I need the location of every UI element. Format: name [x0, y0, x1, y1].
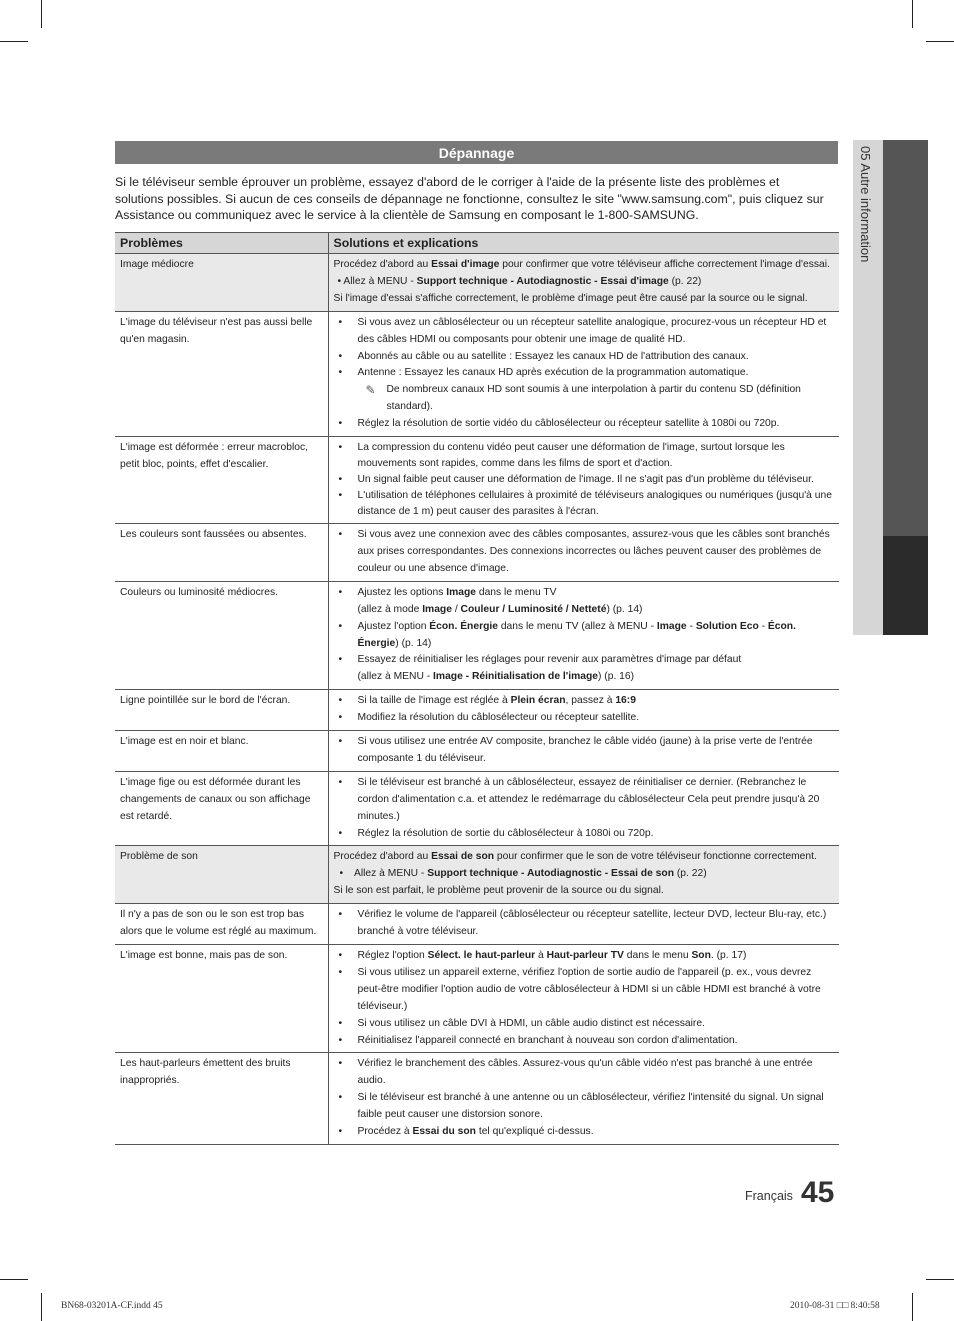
- problem-cell: L'image est en noir et blanc.: [115, 731, 328, 772]
- problem-cell: Couleurs ou luminosité médiocres.: [115, 581, 328, 689]
- list-item: • Si vous avez une connexion avec des câbles composantes, assurez-vous que les câbles sont branchés aux prises correspondantes. Des connexions incorrectes ou lâches peuvent causer des problèmes de couleur ou une absence d'image.: [334, 527, 836, 578]
- solution-text: Si le son est parfait, le problème peut provenir de la source ou du signal.: [333, 885, 664, 897]
- list-item: • Si vous utilisez une entrée AV composite, branchez le câble vidéo (jaune) à la prise verte de l'entrée composante 1 du téléviseur.: [334, 734, 836, 768]
- table-row: [115, 690, 839, 731]
- solution-cell: [328, 731, 839, 772]
- solution-cell: [328, 311, 839, 436]
- table-row: [115, 254, 839, 312]
- list-item: • Si la taille de l'image est réglée à Plein écran, passez à 16:9: [334, 693, 836, 710]
- solution-cell: [328, 437, 839, 524]
- table-header-row: [115, 233, 839, 254]
- problem-cell: Les couleurs sont faussées ou absentes.: [115, 524, 328, 582]
- list-item: • L'utilisation de téléphones cellulaires à proximité de téléviseurs analogiques ou numériques (jusqu'à une distance de 1 m) peut causer des parasites à l'écran.: [334, 488, 836, 520]
- problem-cell: L'image fige ou est déformée durant les changements de canaux ou son affichage est retardé.: [115, 771, 328, 846]
- crop-mark: [0, 1279, 28, 1280]
- crop-mark: [41, 0, 42, 28]
- note-text: De nombreux canaux HD sont soumis à une interpolation à partir du contenu SD (définition standard).: [386, 384, 801, 413]
- list-item: • Modifiez la résolution du câblosélecteur ou récepteur satellite.: [334, 710, 836, 727]
- table-row: [115, 524, 839, 582]
- list-item: • Si le téléviseur est branché à une antenne ou un câblosélecteur, vérifiez l'intensité du signal. Un signal faible peut causer une distorsion sonore.: [334, 1090, 836, 1124]
- solution-bullet: • Allez à MENU - Support technique - Autodiagnostic - Essai de son (p. 22): [339, 868, 707, 880]
- list-item: • Réglez la résolution de sortie vidéo du câblosélecteur ou récepteur satellite à 1080i ou 720p.: [334, 416, 836, 433]
- solution-cell: [328, 581, 839, 689]
- list-item: • Un signal faible peut causer une déformation de l'image. Il ne s'agit pas d'un problème du téléviseur.: [334, 472, 836, 488]
- header-solutions: Solutions et explications: [328, 233, 839, 254]
- crop-mark: [926, 1279, 954, 1280]
- table-row: [115, 904, 839, 945]
- list-item: • Abonnés au câble ou au satellite : Essayez les canaux HD de l'attribution des canaux.: [334, 349, 836, 366]
- problem-cell: Image médiocre: [115, 254, 328, 312]
- list-item: • Si le téléviseur est branché à un câblosélecteur, essayez de réinitialiser ce dernier. (Rebranchez le cordon d'alimentation c.a. et attendez le redémarrage du câblosélecteur Cela peut prendre jusqu'à 20 minutes.): [334, 775, 836, 826]
- side-tab-dark-band: [883, 140, 928, 536]
- list-item: [334, 652, 836, 686]
- solution-cell: [328, 904, 839, 945]
- table-row: [115, 731, 839, 772]
- print-slug-file: BN68-03201A-CF.indd 45: [61, 1301, 163, 1311]
- bullet-text: Ajustez les options Image dans le menu TV: [357, 586, 557, 598]
- problem-cell: Il n'y a pas de son ou le son est trop bas alors que le volume est réglé au maximum.: [115, 904, 328, 945]
- table-row: [115, 437, 839, 524]
- crop-mark: [912, 0, 913, 28]
- solution-cell: [328, 690, 839, 731]
- chapter-label: 05 Autre information: [858, 146, 873, 263]
- problem-cell: L'image du téléviseur n'est pas aussi belle qu'en magasin.: [115, 311, 328, 436]
- bullet-text: Allez à MENU - Support technique - Autodiagnostic - Essai d'image (p. 22): [343, 275, 702, 287]
- bullet-text: Essayez de réinitialiser les réglages pour revenir aux paramètres d'image par défaut: [357, 654, 742, 666]
- solution-text: Procédez d'abord au Essai de son pour confirmer que le son de votre téléviseur fonctionne correctement.: [333, 851, 817, 863]
- problem-cell: Ligne pointillée sur le bord de l'écran.: [115, 690, 328, 731]
- list-item: • Réinitialisez l'appareil connecté en branchant à nouveau son cordon d'alimentation.: [334, 1033, 836, 1050]
- crop-mark: [926, 41, 954, 42]
- list-item: [334, 585, 836, 619]
- note: [334, 382, 836, 416]
- solution-cell: [328, 771, 839, 846]
- list-item: • Vérifiez le volume de l'appareil (câblosélecteur ou récepteur satellite, lecteur DVD, lecteur Blu-ray, etc.) branché à votre téléviseur.: [334, 907, 836, 941]
- bullet-text: Allez à MENU - Support technique - Autodiagnostic - Essai de son (p. 22): [353, 868, 707, 880]
- solution-cell: [328, 1053, 839, 1145]
- table-row: [115, 771, 839, 846]
- troubleshooting-table: [115, 232, 839, 1145]
- list-item: • Réglez l'option Sélect. le haut-parleur à Haut-parleur TV dans le menu Son. (p. 17): [334, 948, 836, 965]
- intro-paragraph: Si le téléviseur semble éprouver un problème, essayez d'abord de le corriger à l'aide de la présente liste des problèmes et solutions possibles. Si aucun de ces conseils de dépannage ne fonctionne, consultez le site "www.samsung.com", puis cliquez sur Assistance ou communiquez avec le service à la clientèle de Samsung en composant le 1-800-SAMSUNG.: [115, 175, 824, 222]
- list-item: • La compression du contenu vidéo peut causer une déformation de l'image, surtout lorsque les mouvements sont rapides, comme dans les films de sport et d'action.: [334, 440, 836, 472]
- solution-cell: [328, 846, 839, 904]
- list-item: • Réglez la résolution de sortie du câblosélecteur à 1080i ou 720p.: [334, 826, 836, 843]
- table-row: [115, 311, 839, 436]
- page-number: 45: [801, 1176, 835, 1209]
- section-title: Dépannage: [115, 141, 838, 164]
- list-item: • Si vous utilisez un câble DVI à HDMI, un câble audio distinct est nécessaire.: [334, 1016, 836, 1033]
- table-row: [115, 581, 839, 689]
- solution-cell: [328, 524, 839, 582]
- bullet-text: (allez à mode Image / Couleur / Luminosité / Netteté) (p. 14): [357, 603, 643, 615]
- table-row: [115, 945, 839, 1053]
- problem-cell: L'image est bonne, mais pas de son.: [115, 945, 328, 1053]
- problem-cell: Les haut-parleurs émettent des bruits inappropriés.: [115, 1053, 328, 1145]
- list-item: • Vérifiez le branchement des câbles. Assurez-vous qu'un câble vidéo n'est pas branché à une entrée audio.: [334, 1056, 836, 1090]
- footer-language: Français: [745, 1189, 793, 1203]
- solution-text: Procédez d'abord au Essai d'image pour confirmer que votre téléviseur affiche correctement l'image d'essai.: [333, 259, 830, 270]
- solution-bullet: • Allez à MENU - Support technique - Autodiagnostic - Essai d'image (p. 22): [337, 275, 702, 287]
- crop-mark: [41, 1293, 42, 1321]
- list-item: • Ajustez l'option Écon. Énergie dans le menu TV (allez à MENU - Image - Solution Eco - Écon. Énergie) (p. 14): [334, 619, 836, 653]
- table-row: [115, 1053, 839, 1145]
- side-tab-active-band: [883, 536, 928, 635]
- table-row: [115, 846, 839, 904]
- pencil-note-icon: ✎: [365, 383, 376, 398]
- problem-cell: L'image est déformée : erreur macrobloc, petit bloc, points, effet d'escalier.: [115, 437, 328, 524]
- list-item: • Si vous avez un câblosélecteur ou un récepteur satellite analogique, procurez-vous un récepteur HD et des câbles HDMI ou composants pour obtenir une image de qualité HD.: [334, 315, 836, 349]
- print-slug-date: 2010-08-31 □□ 8:40:58: [790, 1301, 880, 1311]
- solution-cell: [328, 254, 839, 312]
- list-item: • Si vous utilisez un appareil externe, vérifiez l'option de sortie audio de l'appareil (p. ex., vous devrez peut-être modifier l'option audio de votre câblosélecteur à HDMI si un câble HDMI est branché à votre téléviseur.): [334, 965, 836, 1016]
- list-item: • Procédez à Essai du son tel qu'expliqué ci-dessus.: [334, 1124, 836, 1141]
- header-problems: Problèmes: [115, 233, 328, 254]
- crop-mark: [912, 1293, 913, 1321]
- problem-cell: Problème de son: [115, 846, 328, 904]
- bullet-text: (allez à MENU - Image - Réinitialisation de l'image) (p. 16): [357, 671, 635, 683]
- solution-cell: [328, 945, 839, 1053]
- crop-mark: [0, 41, 28, 42]
- solution-text: Si l'image d'essai s'affiche correctement, le problème d'image peut être causé par la source ou le signal.: [333, 292, 808, 304]
- list-item: • Antenne : Essayez les canaux HD après exécution de la programmation automatique.: [334, 365, 836, 382]
